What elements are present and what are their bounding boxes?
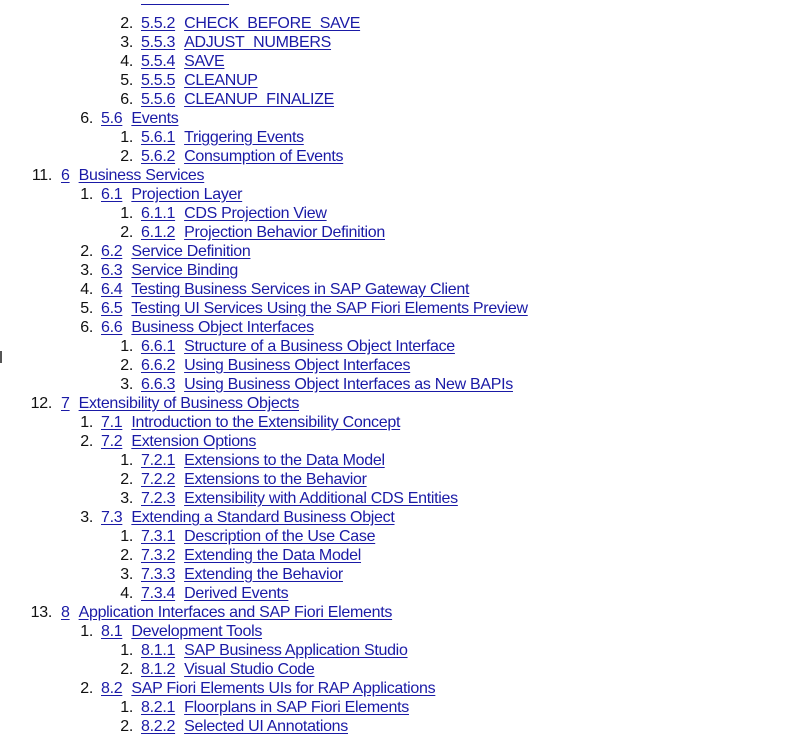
toc-link-7-3-4[interactable] [141, 584, 288, 603]
toc-link-7-3-3[interactable] [141, 565, 343, 584]
toc-link-6-1-1[interactable] [141, 204, 327, 223]
toc-section-title: SAP Fiori Elements UIs for RAP Applications [131, 680, 436, 697]
toc-section-number: 7.3.1 [141, 528, 176, 545]
toc-list-marker: 1. [120, 205, 133, 222]
toc-list-marker: 2. [120, 15, 133, 32]
toc-link-6-1-2[interactable] [141, 223, 385, 242]
toc-section-title: Service Binding [131, 262, 239, 279]
toc-list-marker: 2. [120, 718, 133, 735]
toc-number-gap [175, 337, 184, 356]
toc-number-gap [175, 128, 184, 147]
toc-row-level-2 [0, 109, 798, 128]
toc-row-level-3 [0, 223, 798, 242]
toc-section-title: Events [131, 110, 179, 127]
toc-section-title: Business Services [78, 167, 205, 184]
toc-list-marker: 4. [80, 281, 93, 298]
toc-section-title: Extending a Standard Business Object [131, 509, 395, 526]
toc-link-6-6[interactable] [101, 318, 314, 337]
toc-section-title: ADJUST_NUMBERS [184, 34, 332, 51]
toc-number-gap [122, 508, 131, 527]
toc-section-number: 8.1.2 [141, 661, 176, 678]
toc-link-5-5-5[interactable] [141, 71, 258, 90]
toc-section-number: 6.6 [101, 319, 123, 336]
toc-section-number: 6.1.1 [141, 205, 176, 222]
toc-number-gap [122, 242, 131, 261]
toc-link-8-1-1[interactable] [141, 641, 408, 660]
toc-list-marker: 5. [120, 72, 133, 89]
toc-section-title: Consumption of Events [184, 148, 344, 165]
toc-list-marker: 1. [120, 452, 133, 469]
toc-row-level-2 [0, 242, 798, 261]
toc-list-marker: 4. [120, 585, 133, 602]
toc-list-marker: 1. [80, 414, 93, 431]
toc-list-marker: 12. [30, 395, 52, 412]
toc-number-gap [175, 584, 184, 603]
toc-number-gap [175, 33, 184, 52]
toc-row-level-3 [0, 470, 798, 489]
toc-row-level-2 [0, 622, 798, 641]
toc-link-6-6-1[interactable] [141, 337, 455, 356]
toc-row-level-2 [0, 318, 798, 337]
toc-section-title: Application Interfaces and SAP Fiori Elements [78, 604, 393, 621]
toc-row-level-3 [0, 660, 798, 679]
toc-list-marker: 6. [120, 91, 133, 108]
toc-row-level-3 [0, 337, 798, 356]
toc-link-5-6[interactable] [101, 109, 178, 128]
toc-list-marker: 13. [30, 604, 52, 621]
toc-section-title: Business Object Interfaces [131, 319, 314, 336]
toc-section-number: 5.5.2 [141, 15, 176, 32]
toc-list-marker: 2. [80, 243, 93, 260]
toc-section-number: 8 [61, 604, 70, 621]
toc-link-8-1[interactable] [101, 622, 262, 641]
toc-row-level-3 [0, 584, 798, 603]
toc-list-marker: 2. [80, 680, 93, 697]
toc-row-level-3 [0, 71, 798, 90]
toc-section-title: CDS Projection View [184, 205, 327, 222]
toc-row-level-3 [0, 451, 798, 470]
toc-section-number: 8.1.1 [141, 642, 176, 659]
toc-section-title: CLEANUP [184, 72, 258, 89]
toc-section-title: Extending the Behavior [184, 566, 343, 583]
toc-row-level-2 [0, 432, 798, 451]
toc-section-title: Extensions to the Behavior [184, 471, 367, 488]
toc-number-gap [175, 546, 184, 565]
toc-section-number: 6.5 [101, 300, 123, 317]
toc-link-6[interactable] [61, 166, 204, 185]
toc-section-number: 6.6.1 [141, 338, 176, 355]
toc-section-number: 6.4 [101, 281, 123, 298]
toc-link-6-1[interactable] [101, 185, 242, 204]
toc-link-7-2-2[interactable] [141, 470, 367, 489]
toc-number-gap [122, 109, 131, 128]
toc-row-level-1 [0, 166, 798, 185]
toc-list-marker: 1. [120, 528, 133, 545]
toc-row-level-3 [0, 489, 798, 508]
toc-row-level-3 [0, 698, 798, 717]
toc-list-marker: 2. [120, 148, 133, 165]
toc-number-gap [122, 679, 131, 698]
toc-section-title: Visual Studio Code [184, 661, 315, 678]
toc-number-gap [122, 280, 131, 299]
toc-number-gap [175, 375, 184, 394]
toc-number-gap [175, 527, 184, 546]
toc-section-number: 8.2 [101, 680, 123, 697]
toc-list-marker: 3. [120, 34, 133, 51]
toc-list-marker: 2. [80, 433, 93, 450]
toc-row-level-3 [0, 33, 798, 52]
toc-row-level-3 [0, 356, 798, 375]
toc-link-6-2[interactable] [101, 242, 250, 261]
toc-number-gap [175, 451, 184, 470]
cut-off-link-underline [141, 4, 229, 5]
toc-number-gap [70, 166, 79, 185]
toc-section-title: CLEANUP_FINALIZE [184, 91, 335, 108]
toc-section-title: Structure of a Business Object Interface [184, 338, 455, 355]
toc-list-marker: 1. [120, 129, 133, 146]
toc-number-gap [175, 223, 184, 242]
toc-list-marker: 5. [80, 300, 93, 317]
toc-number-gap [122, 432, 131, 451]
toc-section-number: 7.2 [101, 433, 123, 450]
toc-number-gap [175, 470, 184, 489]
toc-link-7[interactable] [61, 394, 299, 413]
toc-number-gap [175, 641, 184, 660]
toc-number-gap [175, 147, 184, 166]
toc-row-level-3 [0, 375, 798, 394]
toc-row-level-2 [0, 679, 798, 698]
toc-section-title: Development Tools [131, 623, 263, 640]
toc-number-gap [175, 71, 184, 90]
toc-list-marker: 3. [120, 566, 133, 583]
toc-link-8-2-1[interactable] [141, 698, 409, 717]
toc-list-marker: 2. [120, 661, 133, 678]
toc-number-gap [175, 356, 184, 375]
toc-link-5-5-2[interactable] [141, 14, 360, 33]
toc-section-title: Extensibility of Business Objects [78, 395, 300, 412]
toc-row-level-3 [0, 641, 798, 660]
toc-list-marker: 1. [120, 642, 133, 659]
toc-row-level-2 [0, 413, 798, 432]
toc-row-level-1 [0, 603, 798, 622]
toc-link-7-2[interactable] [101, 432, 256, 451]
toc-link-8-2-2[interactable] [141, 717, 348, 736]
toc-section-title: CHECK_BEFORE_SAVE [184, 15, 361, 32]
toc-number-gap [175, 204, 184, 223]
toc-row-level-3 [0, 147, 798, 166]
toc-section-title: Description of the Use Case [184, 528, 376, 545]
toc-section-title: Derived Events [184, 585, 289, 602]
toc-link-7-2-3[interactable] [141, 489, 458, 508]
toc-section-number: 7.3 [101, 509, 123, 526]
toc-section-title: Extending the Data Model [184, 547, 362, 564]
toc-row-level-3 [0, 717, 798, 736]
toc-section-number: 7 [61, 395, 70, 412]
toc-link-7-3-1[interactable] [141, 527, 375, 546]
toc-list-marker: 2. [120, 547, 133, 564]
toc-link-6-3[interactable] [101, 261, 238, 280]
toc-row-level-2 [0, 261, 798, 280]
toc-section-number: 8.2.2 [141, 718, 176, 735]
toc-section-title: Testing Business Services in SAP Gateway Client [131, 281, 470, 298]
toc-link-5-5-6[interactable] [141, 90, 334, 109]
toc-link-8-1-2[interactable] [141, 660, 315, 679]
toc-number-gap [175, 660, 184, 679]
toc-section-title: Extensibility with Additional CDS Entities [184, 490, 458, 507]
toc-section-title: Using Business Object Interfaces as New BAPIs [184, 376, 513, 393]
toc-section-title: Testing UI Services Using the SAP Fiori Elements Preview [131, 300, 528, 317]
toc-section-title: Projection Layer [131, 186, 243, 203]
toc-list-marker: 2. [120, 357, 133, 374]
toc-row-level-1 [0, 394, 798, 413]
toc-link-8[interactable] [61, 603, 392, 622]
toc-section-title: Using Business Object Interfaces [184, 357, 411, 374]
toc-section-number: 7.2.2 [141, 471, 176, 488]
toc-section-number: 8.1 [101, 623, 123, 640]
toc-row-level-3 [0, 90, 798, 109]
toc-section-number: 6 [61, 167, 70, 184]
toc-section-title: Triggering Events [184, 129, 304, 146]
toc-number-gap [70, 394, 79, 413]
toc-row-level-3 [0, 565, 798, 584]
toc-section-number: 5.6 [101, 110, 123, 127]
toc-row-level-2 [0, 299, 798, 318]
toc-row-level-3 [0, 527, 798, 546]
toc-section-number: 7.3.4 [141, 585, 176, 602]
toc-link-5-6-2[interactable] [141, 147, 343, 166]
toc-link-7-3[interactable] [101, 508, 395, 527]
toc-number-gap [122, 299, 131, 318]
toc-section-title: Service Definition [131, 243, 251, 260]
toc-section-number: 5.6.2 [141, 148, 176, 165]
toc-row-level-3 [0, 128, 798, 147]
toc-row-level-3 [0, 204, 798, 223]
toc-section-number: 5.5.6 [141, 91, 176, 108]
toc-section-number: 7.2.1 [141, 452, 176, 469]
toc-number-gap [175, 52, 184, 71]
toc-number-gap [122, 413, 131, 432]
toc-row-level-2 [0, 280, 798, 299]
toc-link-5-5-3[interactable] [141, 33, 331, 52]
toc-number-gap [70, 603, 79, 622]
toc-section-number: 5.6.1 [141, 129, 176, 146]
toc-list-marker: 1. [80, 623, 93, 640]
toc-row-level-3 [0, 14, 798, 33]
toc-list-marker: 2. [120, 471, 133, 488]
toc-number-gap [122, 185, 131, 204]
toc-link-5-6-1[interactable] [141, 128, 304, 147]
toc-section-number: 7.3.2 [141, 547, 176, 564]
toc-list-marker: 6. [80, 319, 93, 336]
toc-link-5-5-4[interactable] [141, 52, 224, 71]
toc-section-number: 6.1 [101, 186, 123, 203]
toc-list-marker: 1. [80, 186, 93, 203]
toc-section-title: Floorplans in SAP Fiori Elements [184, 699, 409, 716]
toc-link-8-2[interactable] [101, 679, 435, 698]
toc-section-number: 6.6.2 [141, 357, 176, 374]
toc-row-level-3 [0, 546, 798, 565]
toc-section-title: Extension Options [131, 433, 257, 450]
toc-link-6-4[interactable] [101, 280, 469, 299]
toc-section-title: Projection Behavior Definition [184, 224, 385, 241]
toc-row-level-3 [0, 52, 798, 71]
toc-number-gap [122, 318, 131, 337]
toc-section-title: Extensions to the Data Model [184, 452, 385, 469]
toc-section-title: SAP Business Application Studio [184, 642, 408, 659]
toc-section-number: 7.1 [101, 414, 123, 431]
toc-section-number: 5.5.3 [141, 34, 176, 51]
toc-number-gap [122, 261, 131, 280]
toc-section-number: 5.5.4 [141, 53, 176, 70]
toc-number-gap [175, 14, 184, 33]
toc-link-6-6-3[interactable] [141, 375, 513, 394]
toc-number-gap [175, 489, 184, 508]
toc-number-gap [175, 90, 184, 109]
toc-section-number: 6.3 [101, 262, 123, 279]
toc-list-marker: 11. [31, 167, 52, 184]
toc-section-number: 7.3.3 [141, 566, 176, 583]
toc-link-6-5[interactable] [101, 299, 528, 318]
toc-list-marker: 3. [80, 262, 93, 279]
toc-list-marker: 1. [120, 699, 133, 716]
toc-list-marker: 3. [80, 509, 93, 526]
toc-section-number: 6.1.2 [141, 224, 176, 241]
toc-list-marker: 3. [120, 376, 133, 393]
toc-list-marker: 2. [120, 224, 133, 241]
toc-number-gap [175, 565, 184, 584]
toc-section-number: 6.2 [101, 243, 123, 260]
toc-list-marker: 6. [80, 110, 93, 127]
toc-link-6-6-2[interactable] [141, 356, 410, 375]
toc-section-title: SAVE [184, 53, 225, 70]
toc-row-level-2 [0, 185, 798, 204]
toc-section-title: Introduction to the Extensibility Concept [131, 414, 401, 431]
toc-section-number: 6.6.3 [141, 376, 176, 393]
toc-link-7-3-2[interactable] [141, 546, 361, 565]
toc-number-gap [175, 698, 184, 717]
toc-link-7-2-1[interactable] [141, 451, 385, 470]
toc-link-7-1[interactable] [101, 413, 400, 432]
toc-section-title: Selected UI Annotations [184, 718, 348, 735]
toc-section-number: 5.5.5 [141, 72, 176, 89]
toc-row-level-2 [0, 508, 798, 527]
toc-list-marker: 1. [120, 338, 133, 355]
toc-number-gap [122, 622, 131, 641]
toc-section-number: 7.2.3 [141, 490, 176, 507]
toc-list-marker: 4. [120, 53, 133, 70]
toc-number-gap [175, 717, 184, 736]
toc-list-marker: 3. [120, 490, 133, 507]
toc-section-number: 8.2.1 [141, 699, 176, 716]
